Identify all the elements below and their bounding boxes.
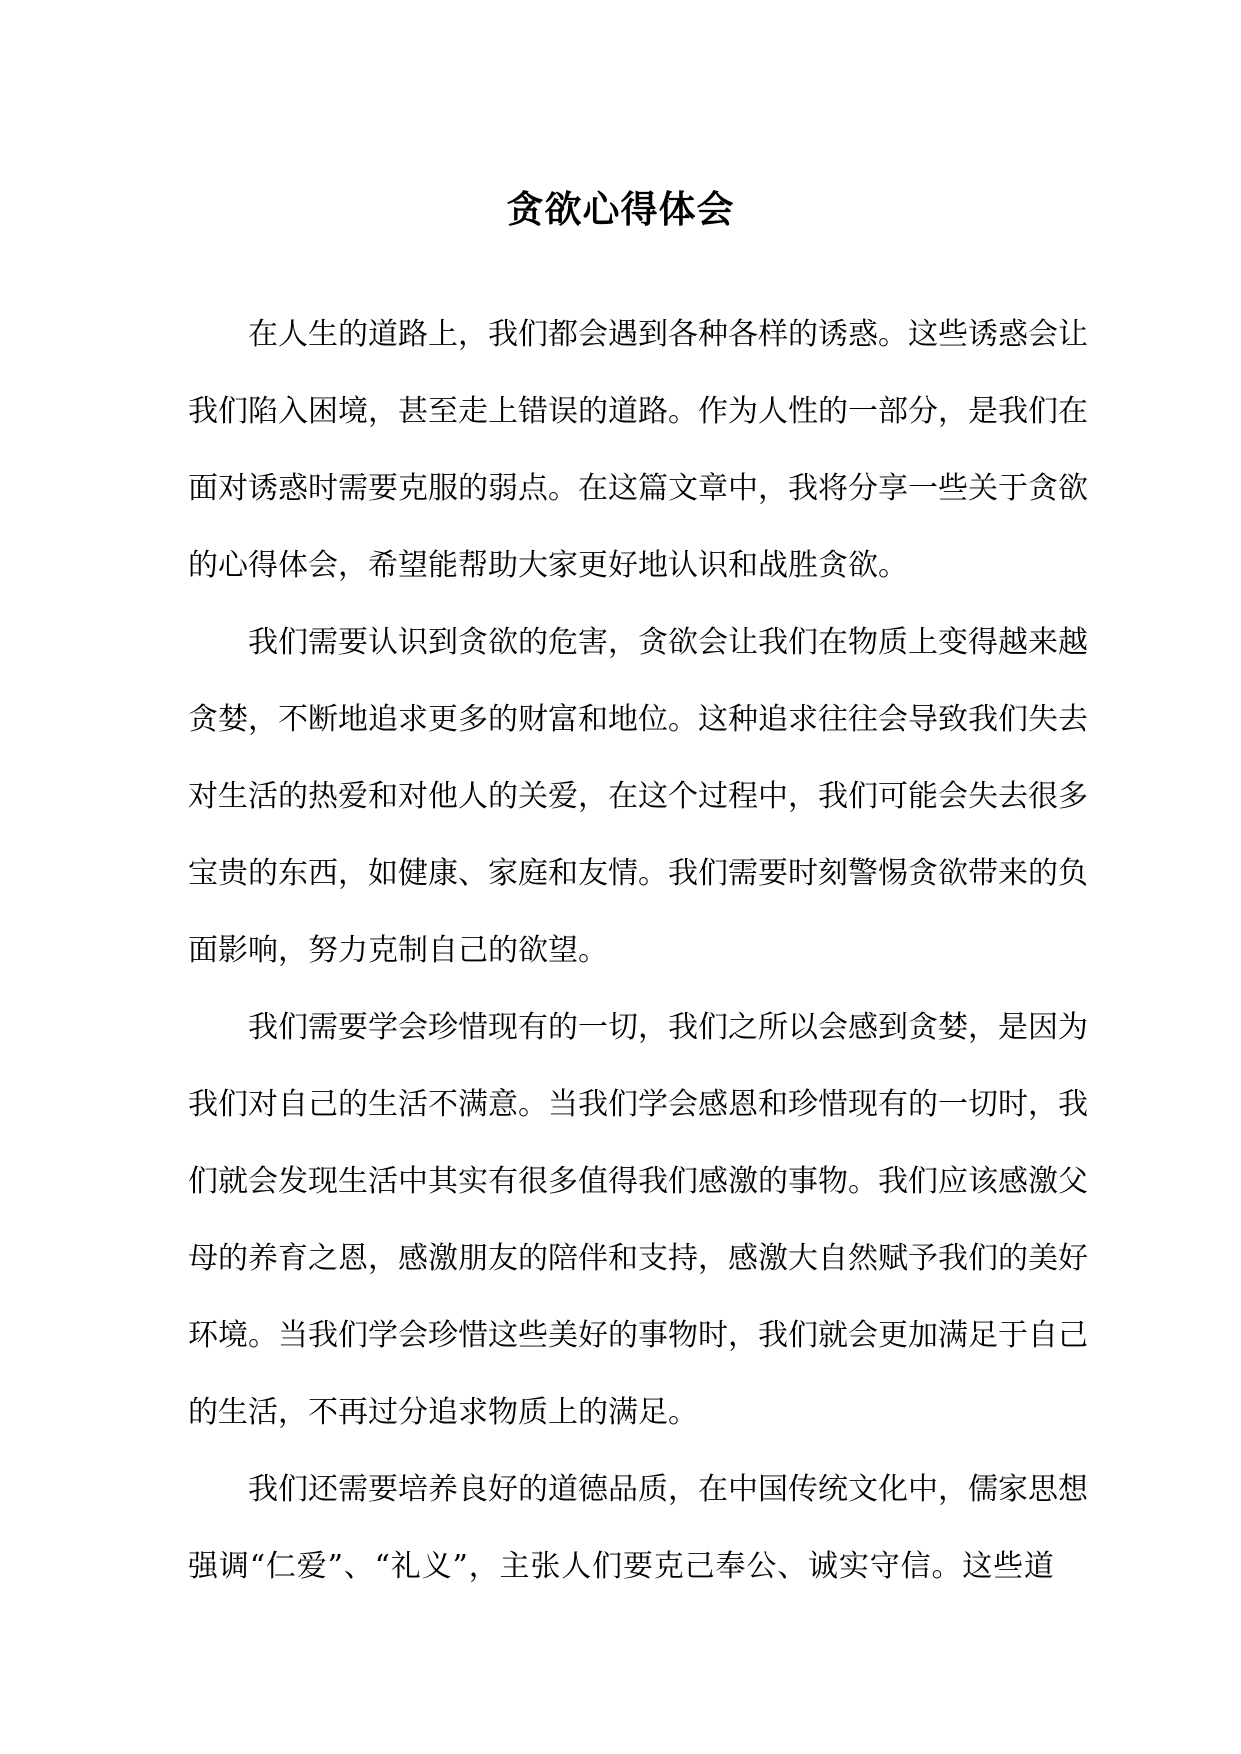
- text-line: 面对诱惑时需要克服的弱点。在这篇文章中，我将分享一些关于贪欲: [188, 471, 1088, 506]
- text-line: 贪婪，不断地追求更多的财富和地位。这种追求往往会导致我们失去: [188, 702, 1088, 737]
- text-line: 宝贵的东西，如健康、家庭和友情。我们需要时刻警惕贪欲带来的负: [188, 856, 1088, 891]
- text-line: 我们还需要培养良好的道德品质，在中国传统文化中，儒家思想: [248, 1472, 1088, 1507]
- text-line: 面影响，努力克制自己的欲望。: [188, 933, 608, 968]
- text-line: 我们对自己的生活不满意。当我们学会感恩和珍惜现有的一切时，我: [188, 1087, 1088, 1122]
- text-line: 母的养育之恩，感激朋友的陪伴和支持，感激大自然赋予我们的美好: [188, 1241, 1088, 1276]
- text-line: 们就会发现生活中其实有很多值得我们感激的事物。我们应该感激父: [188, 1164, 1088, 1199]
- text-line: 环境。当我们学会珍惜这些美好的事物时，我们就会更加满足于自己: [188, 1318, 1088, 1353]
- text-line: 强调“仁爱”、“礼义”，主张人们要克己奉公、诚实守信。这些道: [188, 1549, 1054, 1584]
- document-title: 贪欲心得体会: [506, 187, 735, 231]
- text-line: 我们需要学会珍惜现有的一切，我们之所以会感到贪婪，是因为: [248, 1010, 1088, 1045]
- text-line: 对生活的热爱和对他人的关爱，在这个过程中，我们可能会失去很多: [188, 779, 1088, 814]
- text-line: 的心得体会，希望能帮助大家更好地认识和战胜贪欲。: [188, 548, 908, 583]
- document-body: [188, 312, 1088, 1621]
- text-line: 的生活，不再过分追求物质上的满足。: [188, 1395, 698, 1430]
- text-line: 我们需要认识到贪欲的危害，贪欲会让我们在物质上变得越来越: [248, 625, 1088, 660]
- text-line: 在人生的道路上，我们都会遇到各种各样的诱惑。这些诱惑会让: [248, 317, 1088, 352]
- text-line: 我们陷入困境，甚至走上错误的道路。作为人性的一部分，是我们在: [188, 394, 1088, 429]
